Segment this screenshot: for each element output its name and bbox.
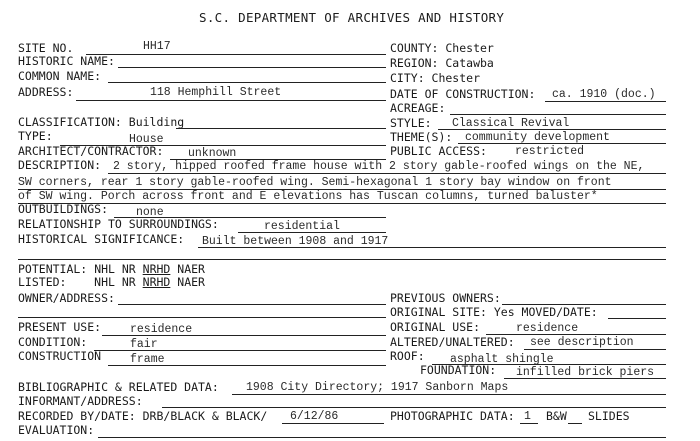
original-use-value: residence (516, 322, 579, 335)
owner-line (118, 304, 386, 305)
type-label: TYPE: (18, 129, 53, 143)
description-label: DESCRIPTION: (18, 158, 102, 172)
address-value: 118 Hemphill Street (150, 86, 282, 99)
date-label: DATE OF CONSTRUCTION: (390, 87, 536, 101)
potential-nhl-nr: NHL NR (94, 262, 143, 276)
date-value: ca. 1910 (doc.) (552, 88, 656, 101)
description-line-3: of SW wing. Porch across front and E elevations has Tuscan columns, turned baluster* (18, 190, 598, 203)
construction-label: CONSTRUCTION (18, 349, 102, 363)
site-no-value: HH17 (143, 40, 171, 53)
altered-line (524, 349, 666, 350)
potential-naer: NAER (170, 262, 205, 276)
potential-nrhd: NRHD (142, 262, 171, 276)
significance-line (198, 247, 666, 248)
informant-line (162, 407, 666, 408)
style-label: STYLE: (390, 116, 432, 130)
public-access-value: restricted (515, 145, 585, 158)
relationship-label: RELATIONSHIP TO SURROUNDINGS: (18, 217, 219, 231)
bw-line (568, 423, 582, 424)
significance-label: HISTORICAL SIGNIFICANCE: (18, 232, 185, 246)
description-line-2: SW corners, rear 1 story gable-roofed wing. Semi-hexagonal 1 story bay window on front (18, 176, 612, 189)
style-line (438, 129, 666, 130)
relationship-line (238, 232, 386, 233)
listed-nhl-nr: NHL NR (94, 275, 143, 289)
foundation-line (504, 378, 666, 379)
county-label: COUNTY: Chester (390, 41, 494, 55)
bibliographic-label: BIBLIOGRAPHIC & RELATED DATA: (18, 380, 219, 394)
condition-label: CONDITION: (18, 335, 88, 349)
recorded-date-line (282, 423, 384, 424)
listed-nrhd: NRHD (142, 275, 171, 289)
classification-line (176, 128, 386, 129)
foundation-label: FOUNDATION: (420, 363, 497, 377)
original-use-label: ORIGINAL USE: (390, 320, 481, 334)
original-site-line (608, 318, 666, 319)
listed-row (18, 276, 205, 289)
public-access-label: PUBLIC ACCESS: (390, 144, 487, 158)
outbuildings-value: none (136, 206, 164, 219)
foundation-value: infilled brick piers (516, 366, 655, 379)
construction-value: frame (130, 353, 165, 366)
style-value: Classical Revival (452, 117, 570, 130)
significance-blank-line (18, 259, 666, 260)
site-no-label: SITE NO. (18, 41, 74, 55)
photographic-label: PHOTOGRAPHIC DATA: (390, 409, 515, 423)
acreage-line (450, 114, 666, 115)
classification-label: CLASSIFICATION: Building (18, 115, 185, 129)
description-line-1: 2 story, hipped roofed frame house with 2 story gable-roofed wings on the NE, (113, 160, 645, 173)
roof-value: asphalt shingle (450, 353, 554, 366)
city-label: CITY: Chester (390, 71, 481, 85)
listed-naer: NAER (170, 275, 205, 289)
theme-value: community development (465, 131, 610, 144)
outbuildings-label: OUTBUILDINGS: (18, 202, 109, 216)
recorded-label: RECORDED BY/DATE: DRB/BLACK & BLACK/ (18, 409, 268, 423)
historic-name-label: HISTORIC NAME: (18, 54, 115, 68)
condition-line (94, 350, 386, 351)
recorded-date: 6/12/86 (290, 410, 339, 423)
site-no-line (86, 54, 386, 55)
previous-owners-label: PREVIOUS OWNERS: (390, 291, 501, 305)
region-label: REGION: Catawba (390, 56, 494, 70)
construction-line (108, 365, 386, 366)
description-underline-1 (108, 173, 666, 174)
description-underline-3 (18, 203, 666, 204)
evaluation-line (98, 437, 666, 438)
common-name-line (108, 82, 386, 83)
form-title: S.C. DEPARTMENT OF ARCHIVES AND HISTORY (199, 10, 505, 25)
photo-count-line (520, 423, 538, 424)
condition-value: fair (130, 338, 158, 351)
address-label: ADDRESS: (18, 85, 74, 99)
theme-line (458, 143, 666, 144)
owner-label: OWNER/ADDRESS: (18, 291, 115, 305)
common-name-label: COMMON NAME: (18, 69, 102, 83)
type-value: House (129, 133, 164, 146)
evaluation-label: EVALUATION: (18, 423, 95, 437)
photo-count-value: 1 (524, 410, 531, 423)
address-line (76, 100, 386, 101)
present-use-line (102, 335, 386, 336)
historic-name-line (118, 67, 386, 68)
potential-label-text: POTENTIAL: (18, 262, 88, 276)
original-site-label: ORIGINAL SITE: Yes MOVED/DATE: (390, 305, 598, 319)
architect-value: unknown (188, 147, 237, 160)
bibliographic-value: 1908 City Directory; 1917 Sanborn Maps (246, 381, 509, 394)
bibliographic-line (232, 394, 666, 395)
listed-label-text: LISTED: (18, 275, 67, 289)
present-use-label: PRESENT USE: (18, 320, 102, 334)
present-use-value: residence (130, 323, 193, 336)
relationship-value: residential (264, 220, 340, 233)
owner-blank-line (18, 317, 386, 318)
altered-label: ALTERED/UNALTERED: (390, 335, 515, 349)
theme-label: THEME(S): (390, 130, 453, 144)
bw-label: B&W (546, 409, 567, 423)
significance-value: Built between 1908 and 1917 (202, 235, 389, 248)
architect-label: ARCHITECT/CONTRACTOR: (18, 144, 164, 158)
slides-label: SLIDES (588, 409, 630, 423)
acreage-label: ACREAGE: (390, 101, 446, 115)
date-line (545, 101, 666, 102)
informant-label: INFORMANT/ADDRESS: (18, 394, 143, 408)
roof-label: ROOF: (390, 349, 425, 363)
altered-value: see description (530, 336, 634, 349)
